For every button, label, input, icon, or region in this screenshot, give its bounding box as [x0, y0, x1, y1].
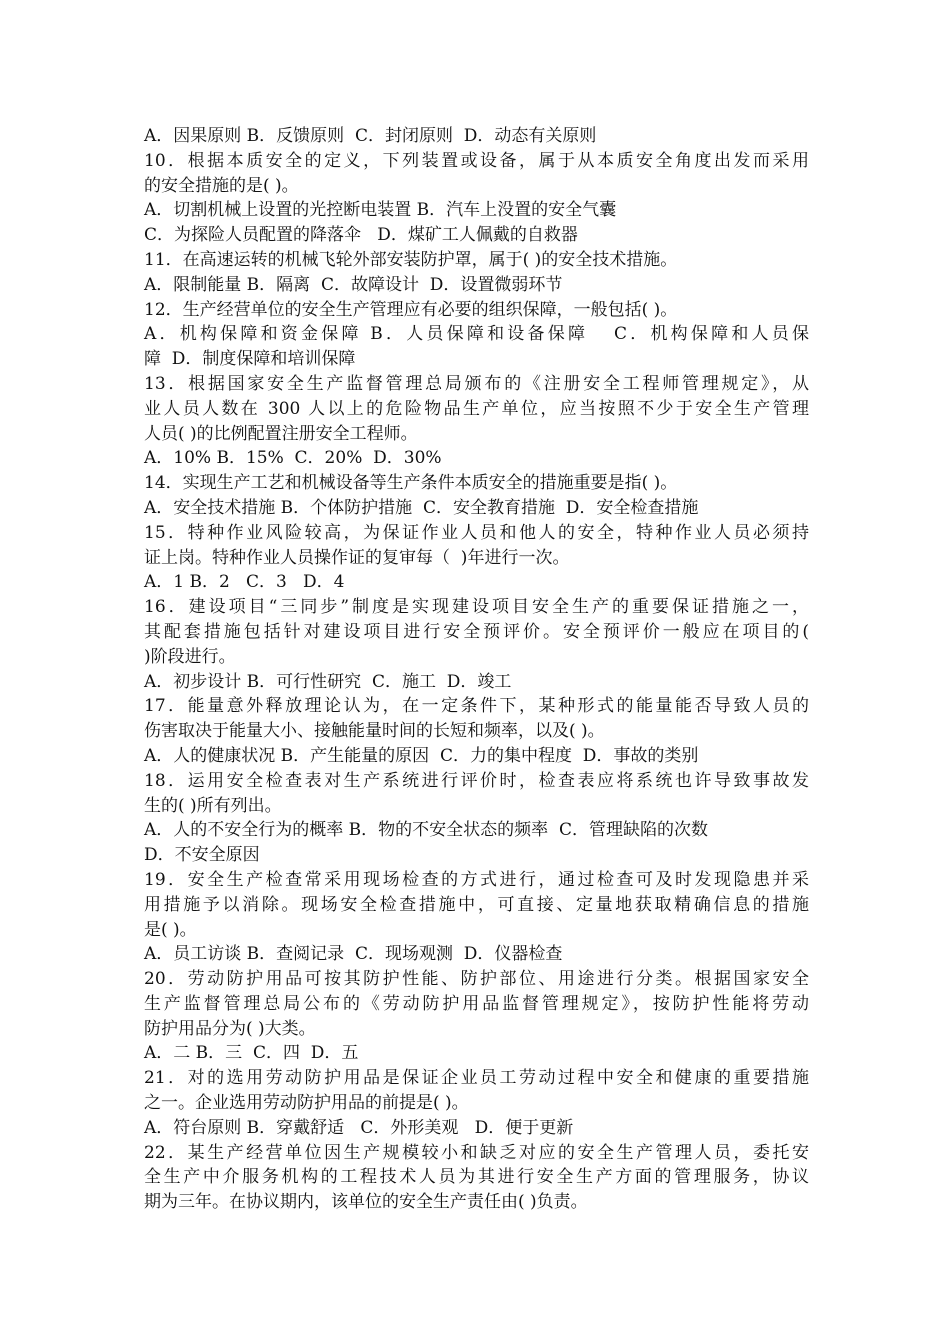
text-line: 18．运用安全检查表对生产系统进行评价时，检查表应将系统也许导致事故发 — [144, 770, 809, 791]
text-line: 期为三年。在协议期内，该单位的安全生产责任由( )负责。 — [144, 1192, 588, 1213]
text-line: 14．实现生产工艺和机械设备等生产条件本质安全的措施重要是指( )。 — [144, 473, 678, 494]
text-line: 之一。企业选用劳动防护用品的前提是( )。 — [144, 1093, 469, 1114]
text-line: 20．劳动防护用品可按其防护性能、防护部位、用途进行分类。根据国家安全 — [144, 969, 809, 990]
text-line: A．员工访谈 B．查阅记录 C．现场观测 D．仪器检查 — [144, 944, 563, 965]
document-page — [144, 124, 809, 1215]
text-line: 其配套措施包括针对建设项目进行安全预评价。安全预评价一般应在项目的( — [144, 621, 809, 642]
text-line: 21．对的选用劳动防护用品是保证企业员工劳动过程中安全和健康的重要措施 — [144, 1068, 809, 1089]
text-line: A．因果原则 B．反馈原则 C．封闭原则 D．动态有关原则 — [144, 126, 597, 146]
text-line: 障 D．制度保障和培训保障 — [144, 349, 356, 370]
text-line: A．1 B．2 C．3 D．4 — [144, 572, 345, 593]
text-line: 16．建设项目“三同步”制度是实现建设项目安全生产的重要保证措施之一， — [144, 597, 809, 618]
text-line: 生产监督管理总局公布的《劳动防护用品监督管理规定》，按防护性能将劳动 — [144, 993, 809, 1014]
text-line: )阶段进行。 — [144, 646, 236, 667]
text-line: 防护用品分为( )大类。 — [144, 1018, 316, 1039]
text-line: 22．某生产经营单位因生产规模较小和缺乏对应的安全生产管理人员，委托安 — [144, 1142, 809, 1163]
text-line: A．人的不安全行为的概率 B．物的不安全状态的频率 C．管理缺陷的次数 — [144, 820, 708, 841]
text-line: 是( )。 — [144, 919, 197, 940]
text-line: 业人员人数在 300 人以上的危险物品生产单位，应当按照不少于安全生产管理 — [144, 398, 809, 419]
text-line: 10．根据本质安全的定义，下列装置或设备，属于从本质安全角度出发而采用 — [144, 150, 809, 171]
text-line: A．人的健康状况 B．产生能量的原因 C．力的集中程度 D．事故的类别 — [144, 745, 699, 766]
text-line: A．机构保障和资金保障 B．人员保障和设备保障 C．机构保障和人员保 — [144, 324, 809, 345]
text-line: A．符台原则 B．穿戴舒适 C．外形美观 D．便于更新 — [144, 1117, 574, 1138]
text-line: 19．安全生产检查常采用现场检查的方式进行，通过检查可及时发现隐患并采 — [144, 869, 809, 890]
text-line: 人员( )的比例配置注册安全工程师。 — [144, 423, 418, 444]
text-line: 用措施予以消除。现场安全检查措施中，可直接、定量地获取精确信息的措施 — [144, 894, 809, 915]
text-line: 12．生产经营单位的安全生产管理应有必要的组织保障，一般包括( )。 — [144, 299, 678, 320]
text-line: 全生产中介服务机构的工程技术人员为其进行安全生产方面的管理服务，协议 — [144, 1167, 809, 1188]
text-line: A．限制能量 B．隔离 C．故障设计 D．设置微弱环节 — [144, 274, 563, 295]
text-line: 13．根据国家安全生产监督管理总局颁布的《注册安全工程师管理规定》，从 — [144, 373, 809, 394]
text-line: A．安全技术措施 B．个体防护措施 C．安全教育措施 D．安全检查措施 — [144, 497, 699, 518]
text-line: 17．能量意外释放理论认为，在一定条件下，某种形式的能量能否导致人员的 — [144, 696, 809, 717]
text-line: D．不安全原因 — [144, 845, 260, 866]
text-line: A．二 B．三 C．四 D．五 — [144, 1043, 359, 1064]
text-line: A．初步设计 B．可行性研究 C．施工 D．竣工 — [144, 671, 512, 692]
text-line: 证上岗。特种作业人员操作证的复审每（ )年进行一次。 — [144, 547, 570, 568]
text-line: A．10% B．15% C．20% D．30% — [144, 448, 442, 469]
text-line: C．为探险人员配置的降落伞 D．煤矿工人佩戴的自救器 — [144, 225, 578, 246]
text-line: 生的( )所有列出。 — [144, 795, 282, 816]
text-line: 的安全措施的是( )。 — [144, 175, 299, 196]
text-line: 伤害取决于能量大小、接触能量时间的长短和频率，以及( )。 — [144, 721, 605, 742]
text-line: 15．特种作业风险较高，为保证作业人员和他人的安全，特种作业人员必须持 — [144, 522, 809, 543]
text-line: A．切割机械上设置的光控断电装置 B．汽车上没置的安全气囊 — [144, 200, 617, 221]
text-line: 11．在高速运转的机械飞轮外部安装防护罩，属于( )的安全技术措施。 — [144, 249, 678, 270]
